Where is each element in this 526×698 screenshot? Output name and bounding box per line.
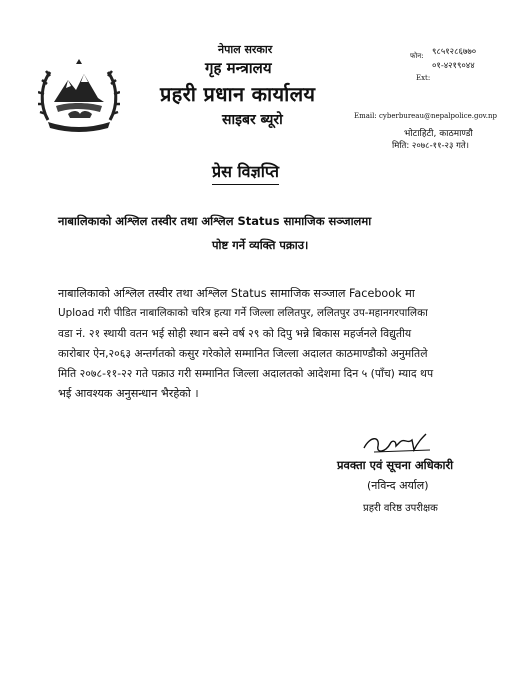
body-line: मिति २०७८-११-२२ गते पक्राउ गरी सम्मानित जिल्ला अदालतको आदेशमा दिन ५ (पाँच) म्याद थप (58, 367, 434, 380)
phone-number-2: ०१-४२१९०४४ (432, 61, 475, 71)
ext-label: Ext: (416, 74, 431, 82)
government-name: नेपाल सरकार (218, 43, 273, 56)
office-name: प्रहरी प्रधान कार्यालय (160, 82, 316, 106)
ministry-name: गृह मन्त्रालय (205, 59, 272, 77)
subject-line-1: नाबालिकाको अश्लिल तस्वीर तथा अश्लिल Status सामाजिक सञ्जालमा (58, 214, 372, 228)
body-line: वडा नं. २१ स्थायी वतन भई सोही स्थान बस्ने वर्ष २९ को दिपु भन्ने बिकास महर्जनले विद्युतीय (58, 327, 412, 340)
phone-label: फोन: (410, 52, 424, 60)
phone-number-1: ९८५१२८६७७० (432, 47, 477, 57)
issue-date: मिति: २०७८-११-२३ गते। (392, 141, 469, 151)
body-line: नाबालिकाको अश्लिल तस्वीर तथा अश्लिल Status सामाजिक सञ्जाल Facebook मा (58, 287, 415, 300)
body-line: भई आवश्यक अनुसन्धान भैरहेको । (58, 387, 199, 400)
signatory-rank: प्रहरी वरिष्ठ उपरीक्षक (363, 503, 438, 514)
bureau-name: साइबर ब्यूरो (222, 112, 283, 128)
office-address: भोटाहिटी, काठमाण्डौ (404, 129, 473, 139)
press-release-heading: प्रेस विज्ञप्ति (212, 160, 279, 185)
body-line: Upload गरी पीडित नाबालिकाको चरित्र हत्या गर्ने जिल्ला ललितपुर, ललितपुर उप-महानगरपालिका (58, 307, 428, 319)
signatory-title: प्रवक्ता एवं सूचना अधिकारी (337, 458, 454, 472)
body-line: कारोबार ऐन,२०६३ अन्तर्गतको कसुर गरेकोले सम्मानित जिल्ला अदालत काठमाण्डौको अनुमतिले (58, 347, 428, 360)
signature-mark (360, 430, 440, 458)
nepal-emblem-icon (38, 58, 120, 132)
email-address: Email: cyberbureau@nepalpolice.gov.np (354, 112, 498, 120)
subject-line-2: पोष्ट गर्ने व्यक्ति पक्राउ। (212, 238, 309, 252)
signatory-name: (नविन्द अर्याल) (367, 479, 429, 492)
